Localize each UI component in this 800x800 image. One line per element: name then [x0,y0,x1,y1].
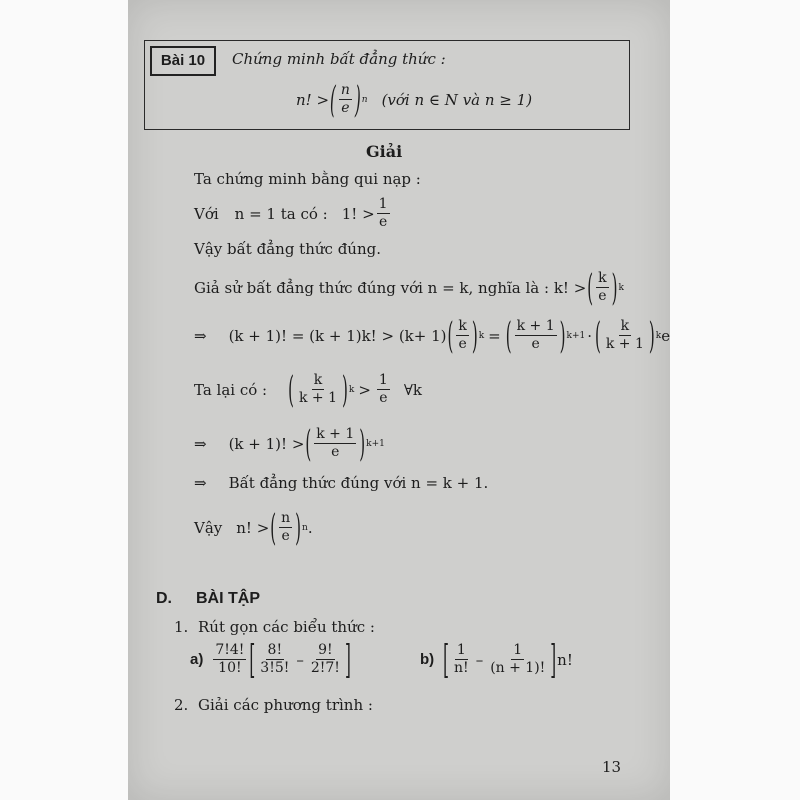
l4-den: e [598,288,607,304]
l5-expr: (k + 1)! = (k + 1)k! > (k+ 1) [228,326,447,345]
section-title: BÀI TẬP [196,590,260,607]
l5-f3-den: k + 1 [605,336,644,352]
l4-text: Giả sử bất đẳng thức đúng với n = k, nghĩa là : k! > [194,278,587,297]
ineq-lhs: n! > [296,90,330,109]
l2-text: Với [194,204,219,223]
q1-number: 1. [174,618,189,636]
b-label: b) [420,651,435,668]
l7-arrow: ⇒ [194,434,207,453]
ineq-condition: (với n ∈ N và n ≥ 1) [381,90,533,109]
ineq-den: e [341,100,350,116]
problem-statement: Chứng minh bất đẳng thức : [232,50,446,68]
solution-line-3: Vậy bất đẳng thức đúng. [194,240,381,258]
a-f2-num: 9! [318,642,333,658]
l5-f1-den: e [458,336,467,352]
l9-num: n [281,510,291,526]
solution-line-1: Ta chứng minh bằng qui nạp : [194,170,421,188]
l2-expr: 1! > [341,204,375,223]
l6-gt: > [358,380,371,399]
l5-dot: · [587,326,593,345]
b-minus: – [475,650,484,669]
l5-f3-num: k [620,318,630,334]
q1-text: Rút gọn các biểu thức : [198,618,375,636]
l8-arrow: ⇒ [194,474,207,492]
solution-line-6: Ta lại có : ( $\frac{k}{k + 1}$ ) k > $\frac{1}{e}$ ∀k [194,367,422,412]
page-number: 13 [602,758,622,776]
l6-num: k [313,372,323,388]
l6-rnum: 1 [378,372,388,388]
b-f1-num: 1 [456,642,466,658]
exercise-a: a) $\frac{7!4!}{10!}$ [ $\frac{8!}{3!5!}$ – $\frac{9!}{2!7!}$ ] [190,636,351,683]
solution-line-5: ⇒ (k + 1)! = (k + 1)k! > (k+ 1) ( $\frac{k}{e}$ ) k = ( $\frac{k + 1}{e}$ ) k+1 · ( $\frac{k}{k + 1}$ ) k e [194,313,671,358]
l6-text: Ta lại có : [194,380,268,399]
l5-f2-den: e [531,336,540,352]
solution-title: Giải [366,142,403,161]
problem-tag: Bài 10 [150,46,216,76]
b-f2-den: (n + 1)! [490,660,546,676]
l5-arrow: ⇒ [194,326,207,345]
a-den: 10! [218,660,242,676]
l6-exp: k [348,384,355,395]
l4-num: k [598,270,607,286]
b-end: n! [557,650,573,669]
l6-den: k + 1 [298,390,338,406]
l9-exp: n [302,522,308,533]
l5-f3-exp: k [655,330,662,341]
solution-line-7: ⇒ (k + 1)! > ( $\frac{k + 1}{e}$ ) k+1 [194,421,385,466]
b-f2-num: 1 [513,642,523,658]
b-f1-den: n! [454,660,469,676]
l5-f1-num: k [458,318,467,334]
ineq-paren-fraction: ( $\frac{n}{e}$ ) [330,77,361,122]
l6-rden: e [379,390,388,406]
section-label: D. [156,590,172,607]
l2-frac [377,196,390,231]
l2-num: 1 [378,196,388,212]
l9-expr: n! > [236,518,270,537]
q2-number: 2. [174,696,189,714]
solution-line-9: Vậy n! > ( $\frac{n}{e}$ ) n . [194,505,313,550]
ineq-exp: n [361,94,368,105]
l2-den: e [378,214,388,230]
a-num: 7!4! [215,642,245,658]
l5-f2-num: k + 1 [516,318,555,334]
solution-line-4: Giả sử bất đẳng thức đúng với n = k, nghĩa là : k! > ( $\frac{k}{e}$ ) k [194,265,624,310]
exercise-b: b) [ $\frac{1}{n!}$ – $\frac{1}{(n + 1)!}$ ] n! [420,636,573,683]
l4-exp: k [618,282,624,293]
a-label: a) [190,651,204,668]
q2-text: Giải các phương trình : [198,696,373,714]
l5-f1-exp: k [478,330,485,341]
l7-expr: (k + 1)! > [228,434,305,453]
a-f2-den: 2!7! [310,660,340,676]
solution-line-2 [194,196,392,231]
l7-den: e [331,444,340,460]
l9-text: Vậy [194,518,223,537]
l5-eq: = [488,326,501,345]
l8-text: Bất đẳng thức đúng với n = k + 1. [228,474,489,492]
a-f1-den: 3!5! [260,660,290,676]
l6-forall: ∀k [403,380,422,399]
a-minus: – [296,650,304,669]
l9-den: e [281,528,290,544]
ineq-num: n [340,82,350,98]
l5-f2-exp: k+1 [566,330,586,341]
l9-end: . [307,518,313,537]
l7-num: k + 1 [316,426,355,442]
problem-inequality [296,77,533,122]
solution-line-8 [194,474,488,492]
l7-exp: k+1 [366,438,385,449]
l2-cond: n = 1 ta có : [234,204,328,223]
a-f1-num: 8! [267,642,283,658]
l5-end: e [661,326,671,345]
